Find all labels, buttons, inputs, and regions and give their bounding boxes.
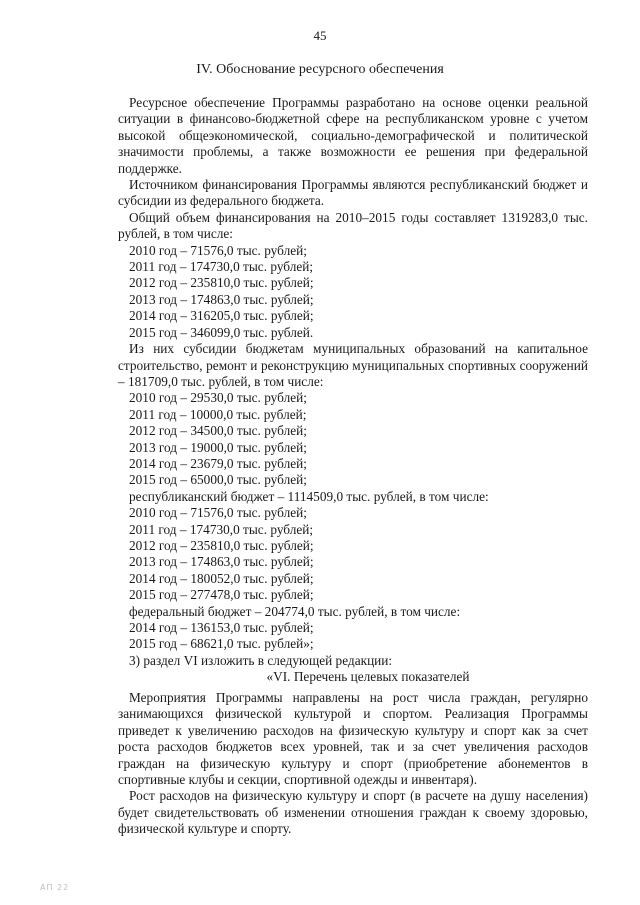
body-upper <box>118 95 588 686</box>
list-item: 2014 год – 23679,0 тыс. рублей; <box>129 455 307 471</box>
subsidies-by-year-list <box>118 390 588 488</box>
intro-paragraph-3: Общий объем финансирования на 2010–2015 годы составляет 1319283,0 тыс. рублей, в том числе: <box>118 209 588 242</box>
amendment-line: 3) раздел VI изложить в следующей редакции: <box>129 652 393 668</box>
federal-budget-line: федеральный бюджет – 204774,0 тыс. рублей, в том числе: <box>129 603 461 619</box>
list-item: 2011 год – 174730,0 тыс. рублей; <box>129 259 314 275</box>
list-item: 2015 год – 68621,0 тыс. рублей»; <box>129 636 314 652</box>
list-item: 2013 год – 174863,0 тыс. рублей; <box>129 291 314 307</box>
closing-paragraph-2: Рост расходов на физическую культуру и спорт (в расчете на душу населения) будет свидетельствовать об изменении отношения граждан к своему здоровью, физической культуре и спорту. <box>118 788 588 837</box>
list-item: 2010 год – 29530,0 тыс. рублей; <box>129 390 307 406</box>
body-lower <box>118 690 588 838</box>
list-item: 2012 год – 235810,0 тыс. рублей; <box>129 275 314 291</box>
list-item: 2015 год – 277478,0 тыс. рублей; <box>129 587 314 603</box>
intro-paragraph-2: Источником финансирования Программы являются республиканский бюджет и субсидии из федерального бюджета. <box>118 177 588 209</box>
list-item: 2015 год – 346099,0 тыс. рублей. <box>129 324 314 340</box>
list-item: 2012 год – 34500,0 тыс. рублей; <box>129 423 307 439</box>
page-number: 45 <box>313 28 327 43</box>
list-item: 2011 год – 174730,0 тыс. рублей; <box>129 521 314 537</box>
list-item: 2011 год – 10000,0 тыс. рублей; <box>129 406 307 422</box>
list-item: 2012 год – 235810,0 тыс. рублей; <box>129 537 314 553</box>
footer-stamp: АП 22 <box>40 883 70 892</box>
federal-by-year-list <box>118 620 588 653</box>
republic-budget-line: республиканский бюджет – 1114509,0 тыс. рублей, в том числе: <box>129 488 489 504</box>
subsidies-paragraph: Из них субсидии бюджетам муниципальных образований на капитальное строительство, ремонт и реконструкцию муниципальных спортивных сооружений – 181709,0 тыс. рублей, в том числе: <box>118 341 588 389</box>
sub-heading: «VI. Перечень целевых показателей <box>266 669 470 685</box>
list-item: 2014 год – 136153,0 тыс. рублей; <box>129 620 314 635</box>
list-item: 2013 год – 174863,0 тыс. рублей; <box>129 554 314 570</box>
list-item: 2010 год – 71576,0 тыс. рублей; <box>129 242 307 258</box>
republic-by-year-list <box>118 505 588 603</box>
intro-paragraph-1: Ресурсное обеспечение Программы разработано на основе оценки реальной ситуации в финансово-бюджетной сфере на республиканском уровне с учетом высокой общеэкономической, социально-демографической и политической значимости проблемы, а также возможности ее решения при федеральной поддержке. <box>118 95 588 176</box>
list-item: 2014 год – 316205,0 тыс. рублей; <box>129 308 314 324</box>
section-title: IV. Обоснование ресурсного обеспечения <box>196 62 444 77</box>
total-by-year-list <box>118 243 588 341</box>
list-item: 2015 год – 65000,0 тыс. рублей; <box>129 472 307 488</box>
closing-paragraph-1: Мероприятия Программы направлены на рост числа граждан, регулярно занимающихся физической культурой и спортом. Реализация Программы приведет к увеличению расходов на физическую культуру и спорт как за счет роста расходов бюджетов всех уровней, так и за счет увеличения расходов граждан на физическую культуру и спорт (приобретение абонементов в спортивные клубы и секции, спортивной одежды и инвентаря). <box>118 690 588 788</box>
list-item: 2013 год – 19000,0 тыс. рублей; <box>129 439 307 455</box>
list-item: 2010 год – 71576,0 тыс. рублей; <box>129 505 307 521</box>
list-item: 2014 год – 180052,0 тыс. рублей; <box>129 570 314 586</box>
